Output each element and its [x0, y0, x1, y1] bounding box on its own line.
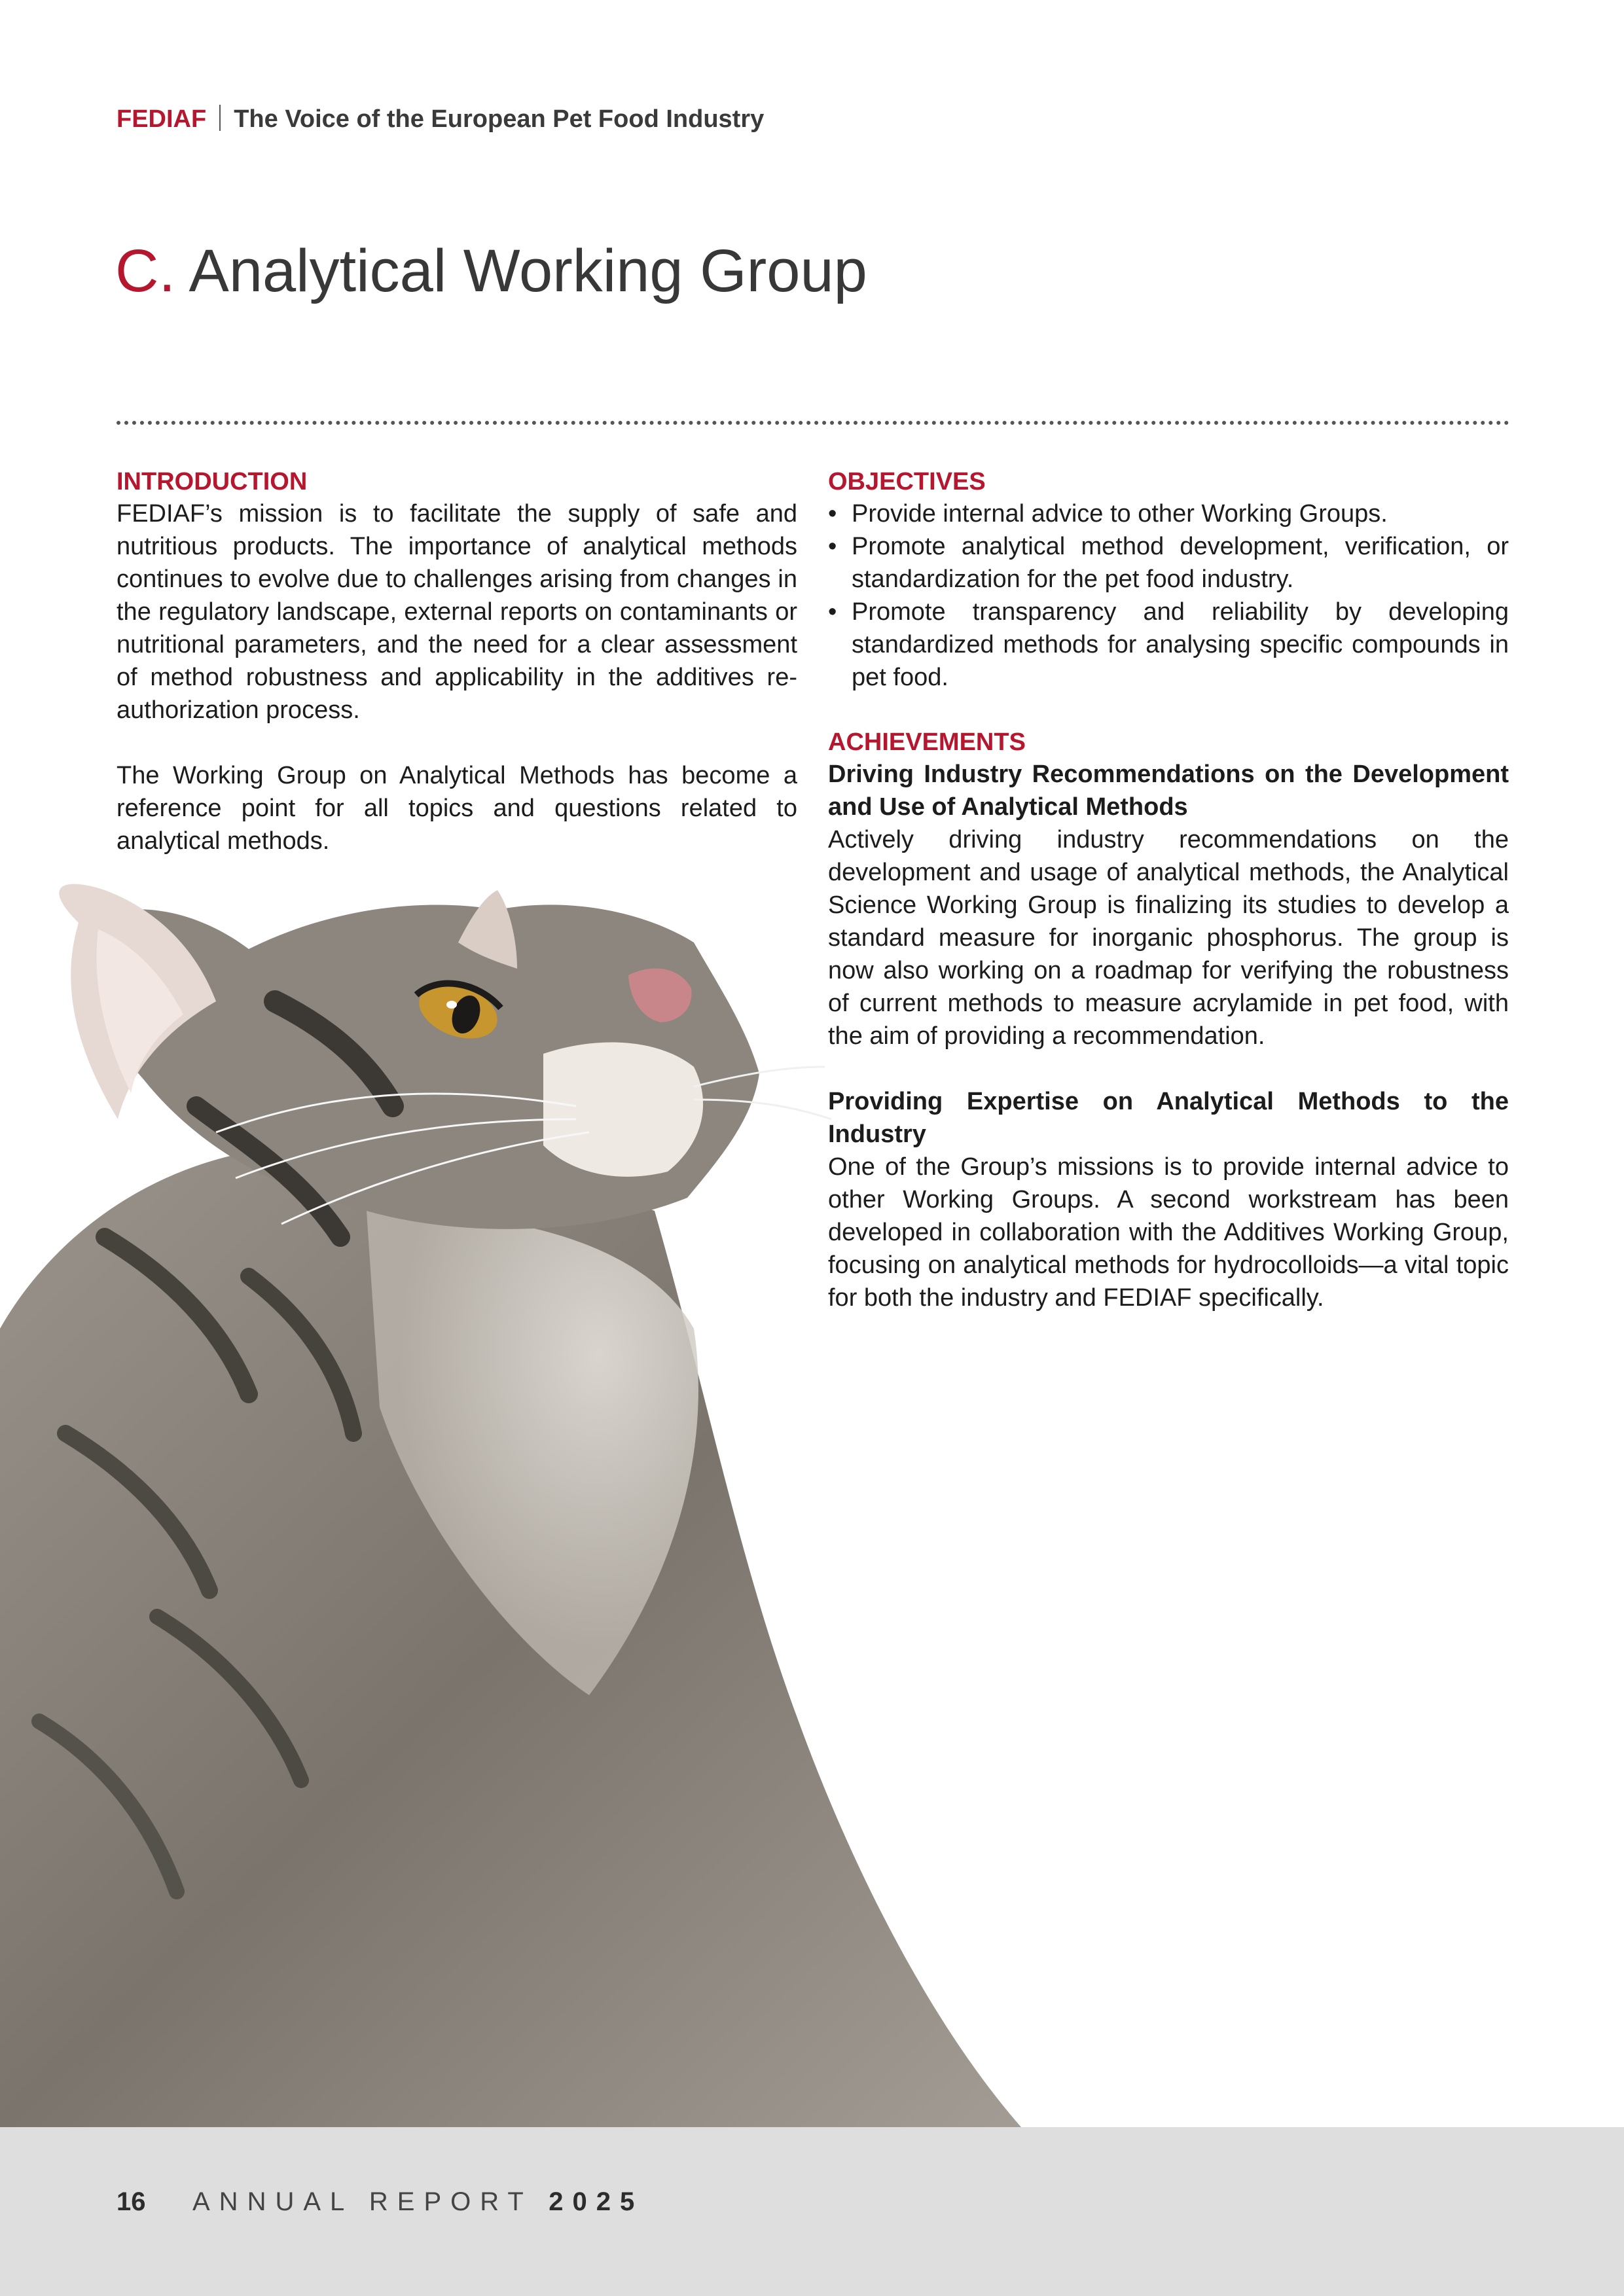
header-tagline: The Voice of the European Pet Food Industry	[234, 105, 765, 133]
running-header	[117, 105, 764, 134]
brand-name: FEDIAF	[117, 105, 207, 133]
objectives-heading: OBJECTIVES	[828, 468, 986, 495]
introduction-heading: INTRODUCTION	[117, 468, 308, 495]
cat-photo	[0, 870, 1021, 2127]
page-number: 16	[117, 2187, 146, 2216]
report-year: 2025	[549, 2187, 644, 2216]
report-label-text: ANNUAL REPORT	[192, 2187, 533, 2216]
achievement-body: Actively driving industry recommendations on the development and usage of analytical methods, the Analytical Science Working Group is finalizing its studies to develop a standard measure for inorganic phosphorus. The group is now also working on a roadmap for verifying the robustness of current methods to measure acrylamide in pet food, with the aim of providing a recommendation.	[828, 826, 1509, 1050]
objectives-list	[828, 497, 1509, 694]
objective-item: • Promote analytical method development, verification, or standardization for the pet food industry.	[828, 530, 1509, 596]
introduction-paragraph: FEDIAF’s mission is to facilitate the supply of safe and nutritious products. The importance of analytical methods continues to evolve due to challenges arising from changes in the regulatory landscape, external reports on contaminants or nutritional parameters, and the need for a clear assessment of method robustness and applicability in the additives re-authorization process.	[117, 500, 797, 724]
header-divider	[219, 105, 221, 131]
achievement-title: Providing Expertise on Analytical Methods to the Industry	[828, 1088, 1509, 1148]
report-label	[192, 2187, 643, 2217]
page-footer	[0, 2127, 1624, 2296]
page-title	[115, 237, 867, 306]
dotted-divider	[117, 421, 1509, 425]
introduction-paragraph: The Working Group on Analytical Methods has become a reference point for all topics and questions related to analytical methods.	[117, 762, 797, 855]
objective-item: • Promote transparency and reliability by developing standardized methods for analysing specific compounds in pet food.	[828, 596, 1509, 694]
objective-item: • Provide internal advice to other Working Groups.	[828, 497, 1509, 530]
introduction-column	[117, 466, 797, 857]
achievement-body: One of the Group’s missions is to provide internal advice to other Working Groups. A second workstream has been developed in collaboration with the Additives Working Group, focusing on analytical methods for hydrocolloids—a vital topic for both the industry and FEDIAF specifically.	[828, 1153, 1509, 1312]
achievements-heading: ACHIEVEMENTS	[828, 728, 1026, 756]
achievement-title: Driving Industry Recommendations on the Development and Use of Analytical Methods	[828, 761, 1509, 821]
section-letter: C.	[115, 238, 175, 304]
section-title: Analytical Working Group	[189, 238, 867, 304]
